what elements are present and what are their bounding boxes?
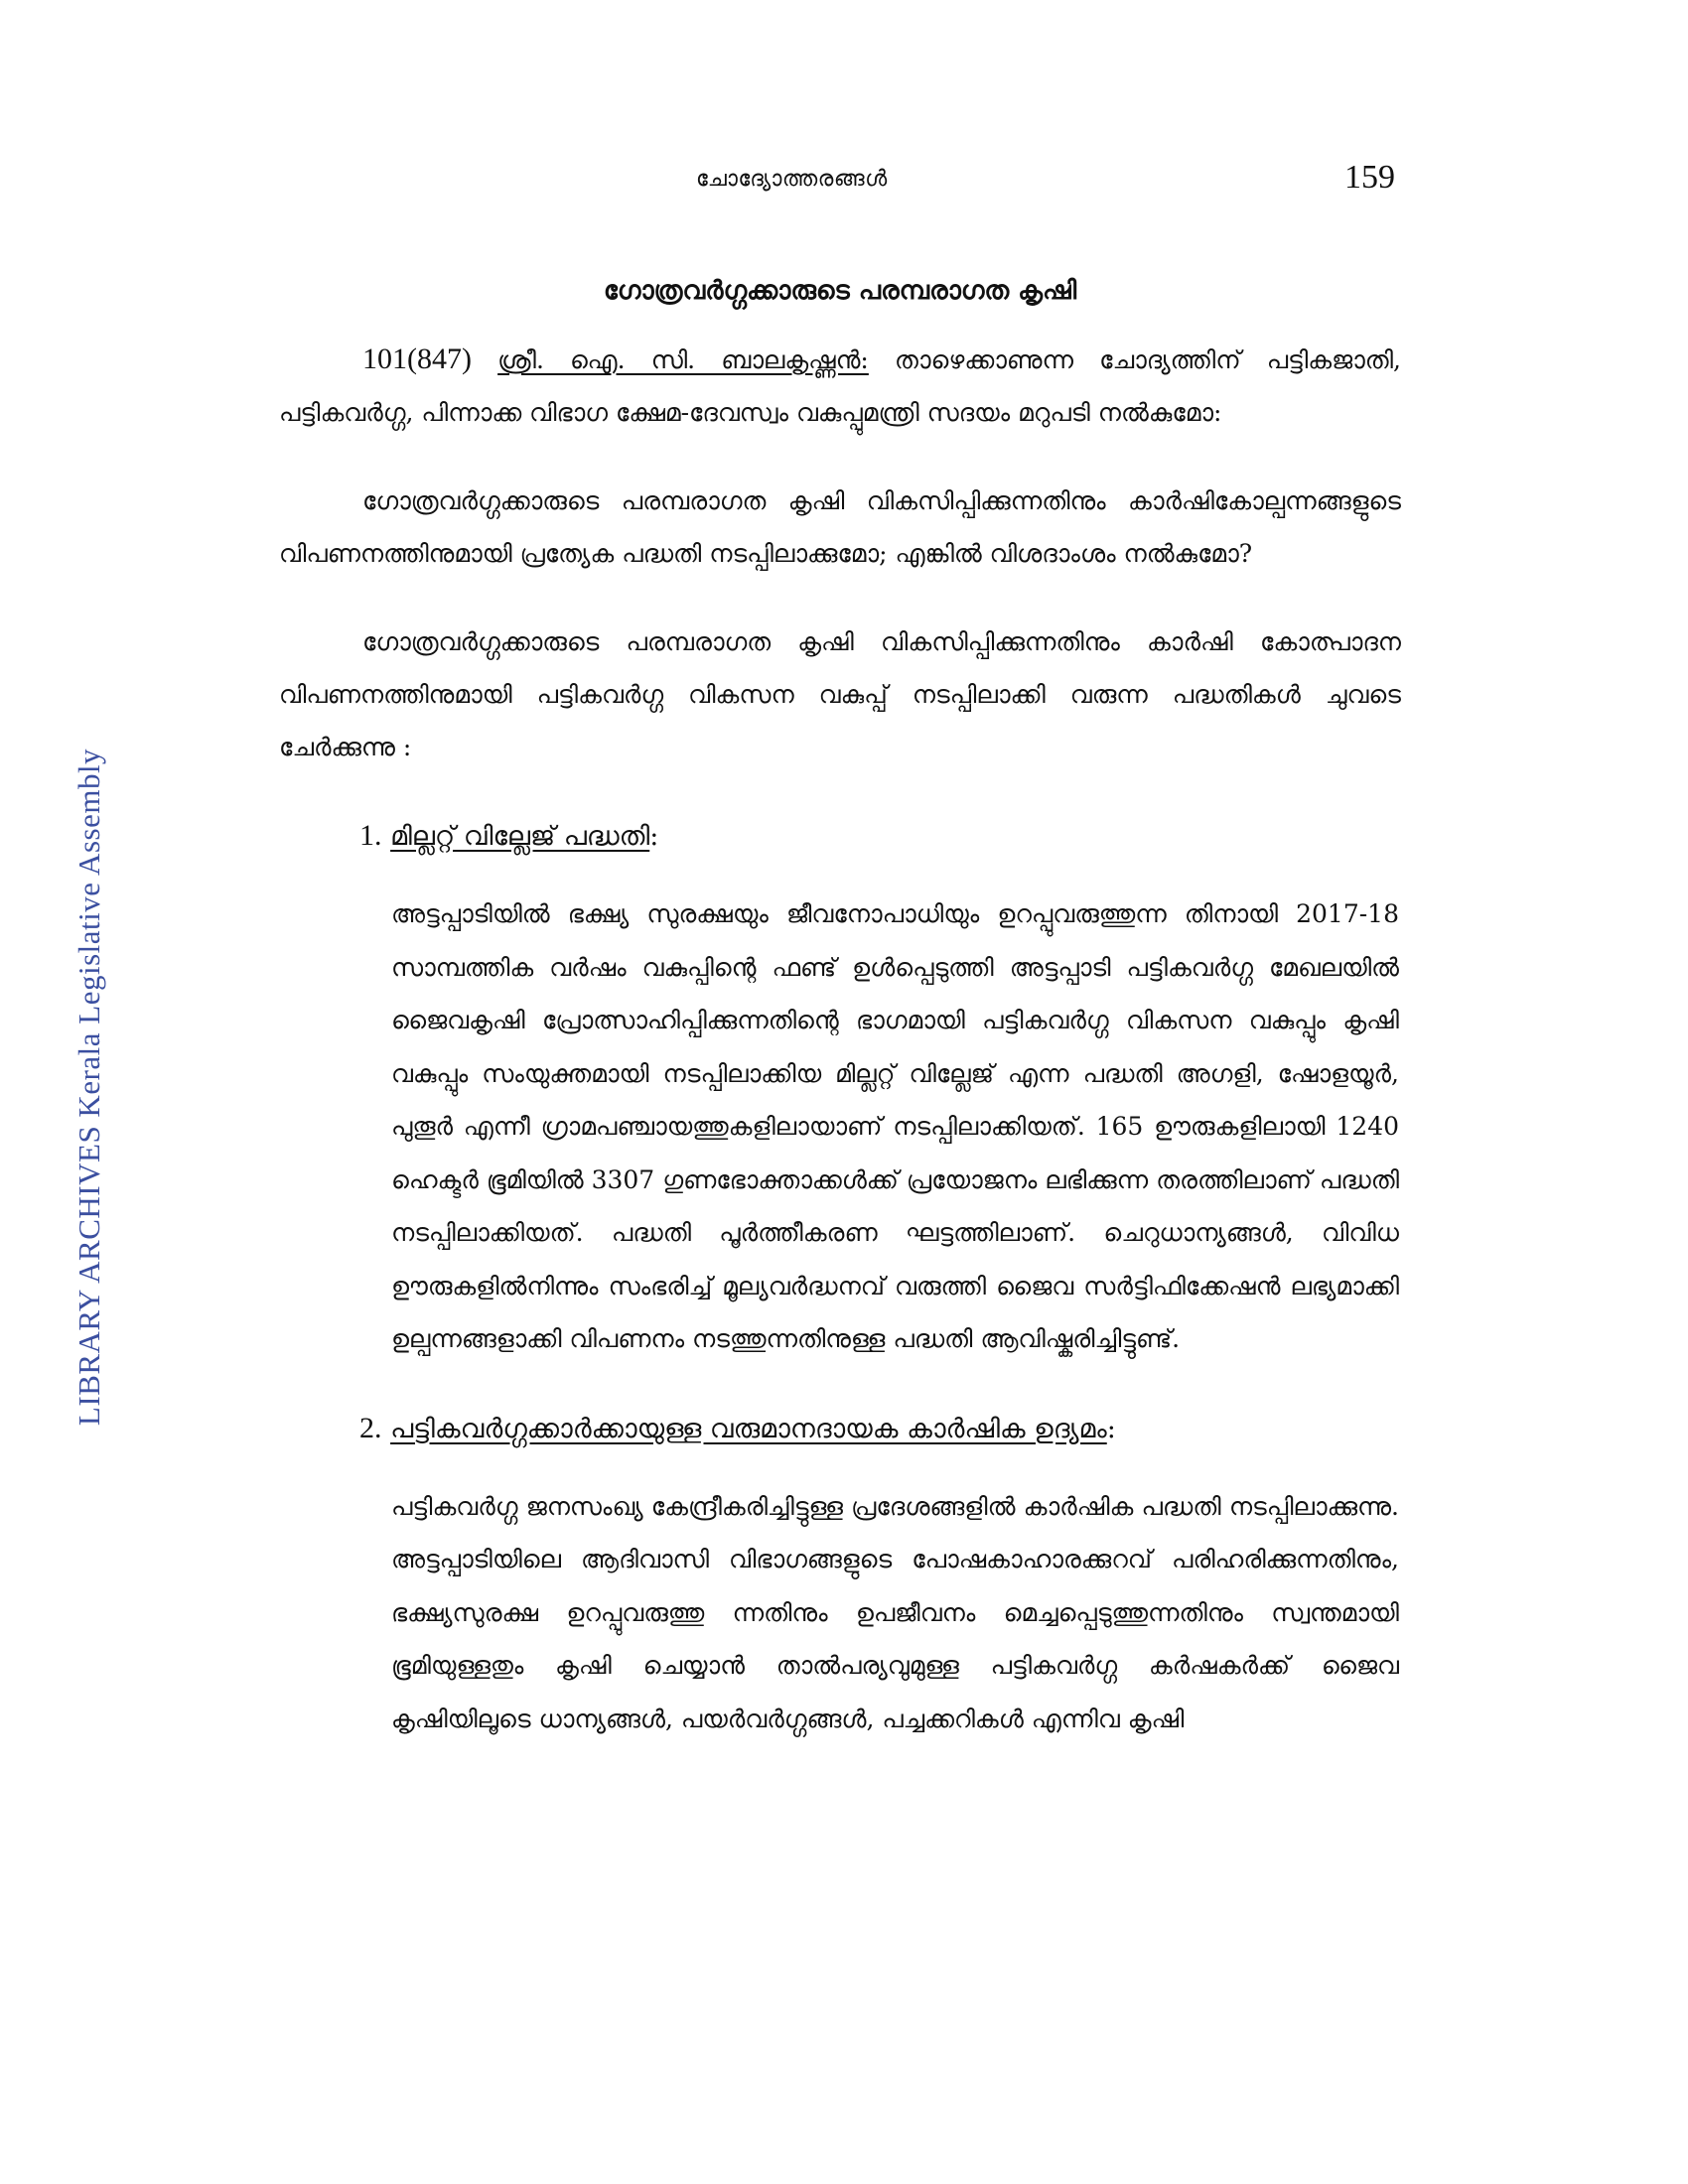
item-2-body: പട്ടികവർഗ്ഗ ജനസംഖ്യ കേന്ദ്രീകരിച്ചിട്ടുള്ള പ്രദേശങ്ങളിൽ കാർഷിക പദ്ധതി നടപ്പിലാക്കുന്നു. അട്ടപ്പാടിയിലെ ആദിവാസി വിഭാഗങ്ങളുടെ പോഷകാഹാരക്കുറവ് പരിഹരിക്കുന്നതിനും, ഭക്ഷ്യസുരക്ഷ ഉറപ്പുവരുത്തു ന്നതിനും ഉപജീവനം മെച്ചപ്പെടുത്തുന്നതിനും സ്വന്തമായി ഭൂമിയുള്ളതും കൃഷി ചെയ്യാൻ താൽപര്യവുമുള്ള പട്ടികവർഗ്ഗ കർഷകർക്ക് ജൈവ കൃഷിയിലൂടെ ധാന്യങ്ങൾ, പയർവർഗ്ഗങ്ങൾ, പച്ചക്കറികൾ എന്നിവ കൃഷി (391, 1491, 1399, 1733)
item-2-heading (359, 1404, 1401, 1454)
question-number: 101(847) (362, 342, 472, 375)
running-title: ചോദ്യോത്തരങ്ങൾ (696, 167, 888, 192)
question-intro-text: താഴെക്കാണുന്ന ചോദ്യത്തിന് പട്ടികജാതി, പട്ടികവർഗ്ഗ, പിന്നാക്ക വിഭാഗ ക്ഷേമ-ദേവസ്വം വകുപ്പുമന്ത്രി സദയം മറുപടി നൽകുമോ: (279, 345, 1401, 427)
answer-intro: ഗോത്രവർഗ്ഗക്കാരുടെ പരമ്പരാഗത കൃഷി വികസിപ്പിക്കുന്നതിനും കാർഷി കോത്പാദന വിപണനത്തിനുമായി പട്ടികവർഗ്ഗ വികസന വകുപ്പ് നടപ്പിലാക്കി വരുന്ന പദ്ധതികൾ ചുവടെ ചേർക്കുന്നു : (279, 627, 1401, 761)
member-name: ശ്രീ. ഐ. സി. ബാലകൃഷ്ണൻ: (497, 345, 869, 374)
page-content (279, 276, 1401, 1745)
item-1-number: 1. (359, 819, 382, 852)
item-2-number: 2. (359, 1411, 382, 1444)
item-1-heading (359, 811, 1401, 862)
question-intro (279, 333, 1401, 439)
archive-watermark: LIBRARY ARCHIVES Kerala Legislative Assembly (71, 748, 106, 1427)
page-number: 159 (1344, 159, 1395, 196)
question-title: ഗോത്രവർഗ്ഗക്കാരുടെ പരമ്പരാഗത കൃഷി (603, 276, 1077, 306)
item-2-title: പട്ടികവർഗ്ഗക്കാർക്കായുള്ള വരുമാനദായക കാർഷിക ഉദ്യമം (390, 1413, 1107, 1444)
item-1-body: അട്ടപ്പാടിയിൽ ഭക്ഷ്യ സുരക്ഷയും ജീവനോപാധിയും ഉറപ്പുവരുത്തുന്ന തിനായി 2017-18 സാമ്പത്തിക വർഷം വകുപ്പിന്റെ ഫണ്ട് ഉൾപ്പെടുത്തി അട്ടപ്പാടി പട്ടികവർഗ്ഗ മേഖലയിൽ ജൈവകൃഷി പ്രോത്സാഹിപ്പിക്കുന്നതിന്റെ ഭാഗമായി പട്ടികവർഗ്ഗ വികസന വകുപ്പും കൃഷി വകുപ്പും സംയുക്തമായി നടപ്പിലാക്കിയ മില്ലറ്റ് വില്ലേജ് എന്ന പദ്ധതി അഗളി, ഷോളയൂർ, പുതൂർ എന്നീ ഗ്രാമപഞ്ചായത്തുകളിലായാണ് നടപ്പിലാക്കിയത്. 165 ഊരുകളിലായി 1240 ഹെക്ടർ ഭൂമിയിൽ 3307 ഗുണഭോക്താക്കൾക്ക് പ്രയോജനം ലഭിക്കുന്ന തരത്തിലാണ് പദ്ധതി നടപ്പിലാക്കിയത്. പദ്ധതി പൂർത്തീകരണ ഘട്ടത്തിലാണ്. ചെറുധാന്യങ്ങൾ, വിവിധ ഊരുകളിൽനിന്നും സംഭരിച്ച് മൂല്യവർദ്ധനവ് വരുത്തി ജൈവ സർട്ടിഫിക്കേഷൻ ലഭ്യമാക്കി ഉല്പന്നങ്ങളാക്കി വിപണനം നടത്തുന്നതിനുള്ള പദ്ധതി ആവിഷ്കരിച്ചിട്ടുണ്ട്. (391, 899, 1399, 1353)
question-text: ഗോത്രവർഗ്ഗക്കാരുടെ പരമ്പരാഗത കൃഷി വികസിപ്പിക്കുന്നതിനും കാർഷികോല്പന്നങ്ങളുടെ വിപണനത്തിനുമായി പ്രത്യേക പദ്ധതി നടപ്പിലാക്കുമോ; എങ്കിൽ വിശദാംശം നൽകുമോ? (279, 486, 1401, 568)
item-1-title: മില്ലറ്റ് വില്ലേജ് പദ്ധതി (390, 821, 650, 852)
item-2-colon: : (1106, 1413, 1116, 1444)
item-1-colon: : (649, 821, 659, 852)
